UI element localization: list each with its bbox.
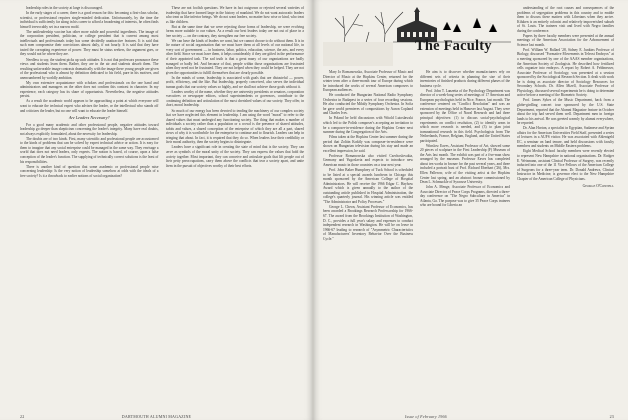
paragraph: There is another kind of question that some academic or professional people raise concerning leadership: Is the very notion of leadership somehow at odds with the ideals of a free society? Is it a throwback to earlier notions of social organization?: [20, 164, 159, 178]
paragraph: These are not foolish questions. We have in fact outgrown or rejected several varieties of leadership that have loomed large in the history of mankind. We do not want autocratic leaders who treat us like inferior beings. We do not want leaders, no matter how wise or kind, who treat us like children.: [165, 6, 304, 24]
paragraph: leadership roles in the society at large is discouraged.: [26, 6, 103, 10]
running-foot: DARTMOUTH ALUMNI MAGAZINE: [121, 414, 192, 419]
paragraph: Prof. John T. Lanzetta of the Psychology Department was director of a week-long series of meetings of 17 American and European psychologists held in Nice, France, last month. The conference centered on "Conflict Resolution" and was an extension of meetings held in Hanover last August. They were sponsored by the Office of Naval Research and had three principal objectives: (1) to discuss social-psychological experiments on conflict resolution, (2) to identify areas in which more research is needed, and (3) to plan joint transnational research in this field. Psychologists from The Netherlands, France, Belgium, England, and the United States participated.: [420, 88, 510, 143]
paragraph: Dr. Alan Horton, a specialist in Egyptian, Sudanese and Syrian affairs for the American Universities Field Staff, presented a series of lectures in a AUFS visitor. He was associated with Ahlentgeld EC, a seminar on land tenure, and held discussions with faculty members and students on Middle Eastern problems.: [517, 126, 614, 149]
paragraph: In the minds of some, leadership is associated with goals that are distasteful — power, profit, efficiency, and the like. But leadership, properly conceived, also serves the individual human goals that our society values so highly, and we shall not achieve those goals without it.: [165, 75, 304, 89]
paragraph: Eight Medical School faculty members were recently elected to represent New Hampshire in national organizations. Dr. Rodger E. Weismann, assistant Clinical Professor of Surgery, was recently inducted into one of the 11 Vice Fellows of the American College of Surgeons for a three-year term. Dr. Donald Andrews, Clinical Instructor in Medicine, is governor elect to the New Hampshire Chapter of the American College of Physicians.: [517, 149, 614, 181]
author-signature: George O'Connell: [582, 184, 614, 189]
campus-illustration-icon: [323, 6, 511, 66]
paragraph: As a result the academic world appears to be approaching a point at which everyone will want to educate the technical expert who advises the leader, or the intellectual who stands off and criticizes the leader, but no one will want to educate the leader himself.: [20, 99, 159, 113]
masthead: [323, 6, 614, 66]
paragraph: George L. Cheon, Assistant Professor of Economics, has been awarded a Brookings Research Professorship for 1966-67. The award from the Brookings Institution of Washington, D. C., provides a full year's salary and expenses to conduct independent research in Washington. He will be on leave in 1966-67 leading to research of "Asymmetric Characteristics of Manufacturers' Inventory Behavior Over the Business Cycle.": [323, 204, 413, 241]
left-column-1: [20, 6, 159, 398]
paragraph: understanding of the root causes and consequences of the problems of segregation problems in this country and to enable them to discuss these matters with Liberians when they arrive. Kiluken is an entirely colonist and relatively impoverished suburb of St. Louis. The trainees visit and lived with Negro families during the conference.: [517, 6, 614, 33]
paragraph: Leaders have a significant role in creating the state of mind that is the society. They can serve as symbols of the moral unity of the society. They can express the values that hold the society together. Most important, they can conceive and articulate goals that lift people out of their petty preoccupations, carry them above the conflicts that tear a society apart, and unite them in the pursuit of objectives worthy of their best efforts.: [165, 145, 304, 168]
paragraph: The doubts are of two kinds. First, many scientific and professional people are accustomed to the kinds of problems that can be solved by expert technical advice or action. It is easy for them to imagine that any social enterprise could be managed in the same way. They envisage a world that does not need leaders, only experts. The notion is based, of course, upon a false conception of the leader's function. The supplying of technically correct solutions is the least of his responsibilities.: [20, 136, 159, 164]
running-foot: Issue of February 1966: [405, 414, 447, 419]
left-page: [0, 0, 313, 420]
left-column-2: [166, 6, 305, 398]
paragraph: He aim is to discover whether manufacturers rely on different sets of criteria in planning the size of their inventories of finished products during different phases of the business cycle.: [420, 70, 510, 88]
paragraph: John A. Menge, Associate Professor of Economics and Associate Director of Peace Corps Programs, directed a three-day conference on "The Negro Subculture in America" in Atlanta, Ga. The purpose was to give 35 Peace Corps trainees who are bound for Liberia an: [420, 185, 510, 208]
right-column-1: [323, 70, 413, 400]
paragraph: Prof. William W. Ballard '28, Sidney E. Junkins Professor of Biology, discussed "Formative Movements in Teleost Embryos" at a meeting sponsored by one of the AAAS member organizations, the American Society of Zoologists. He described how fertilized cells organize into embryos. A report by Robert A. Feldmesser, Associate Professor of Sociology, was presented at a session sponsored by the Sociological Research Section. It dealt with work he is doing as associate director of Sociology Resources for Secondary Schools. Dr. Allen Mizell, Associate Professor of Physiology, discussed several experiments he is doing to determine active before a meeting of the Biometric Society.: [517, 47, 614, 98]
section-title: The Faculty: [415, 38, 492, 54]
paragraph: My own extensive acquaintance with scholars and professionals on the one hand and administrators and managers on the other does not confirm this contrast in character. In my experience, each category has its share of opportunists. Nevertheless, the negative attitudes persist.: [20, 80, 159, 99]
paragraph: So much of our energy has been devoted to tending the machinery of our complex society that we have neglected this element in leadership. I am using the word "moral" to refer to the shared values that must undergird any functioning society. The thing that makes a number of individuals a society rather than a population or a crowd is the presence of shared attitudes, habits and values, a shared conception of the enterprise of which they are all a part, shared views of why it is worthwhile for the enterprise to continue and to flourish. Leaders can help in bringing that about. In fact, it is required that they do so. When leaders lose their credibility or their moral authority, then the society begins to disintegrate.: [165, 108, 304, 145]
paragraph: Professor Romanowska also visited Czechoslovakia, Germany and Yugoslavia and expects to introduce new American music in those countries on a tour next year.: [323, 153, 413, 167]
paragraph: Mary Jo Romanowska, Associate Professor of Music and Director of Music at the Hopkins Center, returned for the winter term after a three-month tour of Europe during which he introduced the works of several American composers to European audiences.: [323, 70, 413, 93]
page-number: 23: [609, 414, 614, 419]
paragraph: The antileadership vaccine has other more subtle and powerful ingredients. The image of the corporation president, politician, or college president that is current among most intellectuals and professionals today has some decidedly unattractive features. It is said that such men compromise their convictions almost daily, if not hourly. It is said that they have tasted the corrupting experience of power. They must be status seekers, the argument goes, or they would not be where they are.: [20, 29, 159, 57]
paragraph: Prof. James Sykes of the Music Department, back from a globe-girdling concert tour sponsored by the U.S. State Department, reported that the Alumni Magazine feature in October about the trip had served them well. Department men in foreign lands to his arrival. He was greeted warmly by alumni everywhere, he reported.: [517, 98, 614, 126]
paragraph: Papers by three faculty members were presented at the annual meetings of the American Association for the Advancement of Science last month.: [517, 33, 614, 47]
paragraph: In the early stages of a career, there is a good reason for this: becoming a first-class scholar, scientist, or professional requires single-minded dedication. Unfortunately, by the time the individual is sufficiently far along in his career to afford a broadening of interests, he often finds himself irrevocably set in a narrow mold.: [20, 11, 159, 29]
paragraph: Leaders worthy of the name, whether they are university presidents or senators, corporation executives or newspaper editors, school superintendents or governors, contribute to the continuing definition and articulation of the most cherished values of our society. They offer, in short, moral leadership.: [165, 89, 304, 108]
page-number: 22: [20, 414, 25, 419]
paragraph: Films taken at the Hopkins Center last summer during the period that Zoltán Kodály was composer-in-residence were shown on Hungarian television during his stay and made an excellent impression, he said.: [323, 135, 413, 153]
paragraph: Prof. John Baker Humphrey of Tuck School is scheduled to be listed at a special awards luncheon in Chicago this month sponsored by the American College of Hospital Administrators. He will receive the 1966 Edgar C. Hayhow Award which is given annually to the author of the outstanding article published in Hospital Administration, the college's quarterly journal. His winning article was entitled "The Administrator and Policy Processes.": [323, 167, 413, 204]
paragraph: In Poland he held discussions with Witold Lutosławski which led to the Polish composer's accepting an invitation to be a composer-in-residence during the Hopkins Center next summer during the Congregation of the Arts.: [323, 116, 413, 135]
paragraph: We can have the kinds of leaders we want, but we cannot choose to do without them. It is in the nature of social organization that we must have them at all levels of our national life, in every sort of government — in business, labor, politics, education, science, the arts, and every other field. Since we must have them, it helps considerably if they are gifted in the performance of their appointed task. The sad truth is that a great many of our organizations are badly managed or badly led. And because of that, people within those organizations are frustrated when they need not be frustrated. They are not helped when they could be helped. They are not given the opportunities to fulfill themselves that are clearly possible.: [165, 38, 304, 75]
section-heading: Are Leaders Necessary?: [68, 115, 110, 121]
paragraph: He conducted the Hungarian National Radio Symphony Orchestra in Budapest in a series of four recording sessions. He also conducted the Mihály Symphony Orchestra. In Sofia he gave world premieres of compositions by Aaron Copland and Charles Ives.: [323, 93, 413, 116]
paragraph: For a good many academic and other professional people, negative attitudes toward leadership go deeper than skepticism concerning the leader's integrity. Many have real doubts, not always explicitly formulated, about the necessity for leadership.: [20, 122, 159, 136]
right-column-2: [420, 70, 510, 400]
paragraph: But at the same time that we were rejecting those forms of leadership, we were evolving forms more suitable to our values. As a result our best leaders today are not out of place in a free society — on the contrary, they strengthen our free society.: [165, 24, 304, 38]
paragraph: Needless to say, the student picks up such attitudes. It is not that professors pronounce these views and students learn them. Rather, they are in the air and students absorb them. The resulting unfavorable image contrasts dramatically with the image these young people are given of the professional who is almost by definition dedicated to his field, pure in his motives, and unencumbered by worldly ambition.: [20, 57, 159, 80]
paragraph: Winslow Eaves, Assistant Professor of Art, showed some 20 pieces of sculpture in the First Leadership (F) Museum of the Arts last month. The exhibit was part of a five-man show arranged by the museum. Professor Eaves has completed about ten works in bronze for the past several years, and three included a portrait bust of Prof. Richard Eberhart ('26), Mrs. Ellen Pallerow, wife of the visiting artist at the Hopkins Center last spring, and an abstract bronze commissioned by Dean L. Schmuckle of Syracuse University.: [420, 143, 510, 185]
right-page: [313, 0, 628, 420]
